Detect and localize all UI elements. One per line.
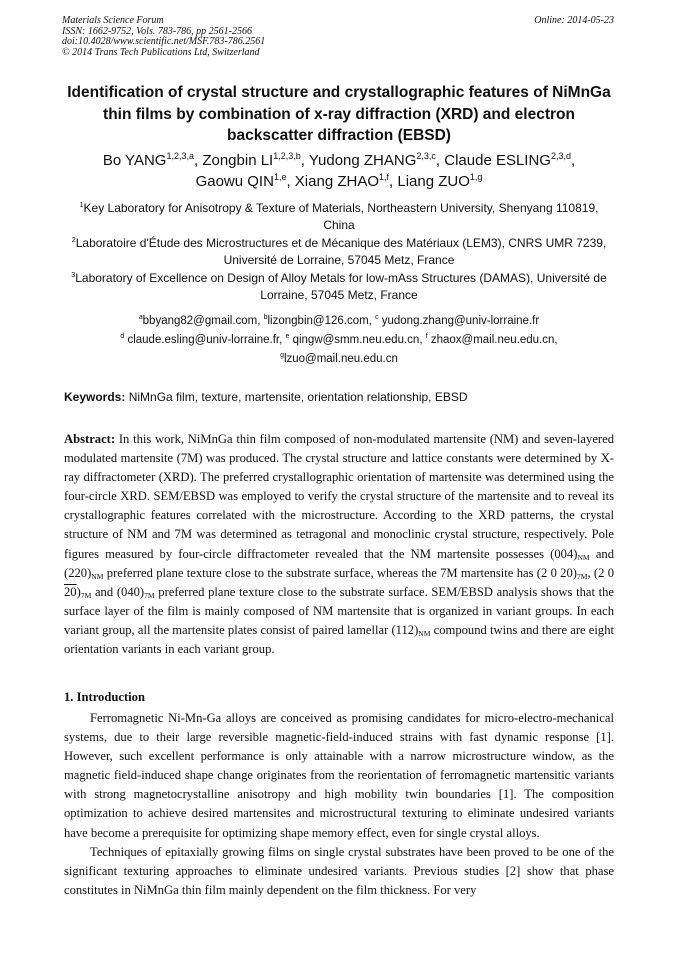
author-name: Liang ZUO — [397, 173, 470, 190]
paragraph: Techniques of epitaxially growing films on single crystal substrates have been proved to be one of the significant texturing approaches to eliminate undesired variants. Previous studies [2] show that phase constitutes in NiMnGa thin film mainly dependent on the film thickness. For very — [64, 844, 614, 897]
introduction-body — [64, 709, 614, 900]
doi: doi:10.4028/www.scientific.net/MSF.783-786.2561 — [62, 36, 266, 47]
affiliation — [64, 235, 614, 269]
author-name: Xiang ZHAO — [294, 173, 379, 190]
author-name: Bo YANG — [102, 152, 167, 169]
copyright: © 2014 Trans Tech Publications Ltd, Switzerland — [62, 46, 260, 58]
overlined-index: 20 — [64, 584, 77, 599]
email-list: $^a$bbyang82@gmail.com, $^b$lizongbin@126.com, $^c$ yudong.zhang@univ-lorraine.fr $^d$ claude.esling@univ-lorraine.fr, $^e$ qingw@smm.neu.edu.cn, $^f$ zhaox@mail.neu.edu.cn, $^g$lzuo@mail.neu.edu.cn — [120, 314, 558, 365]
affiliation-text: Laboratory of Excellence on Design of Alloy Metals for low-mAss Structures (DAMAS), Université de Lorraine, 57045 Metz, France — [75, 271, 607, 302]
author-name: Gaowu QIN — [195, 173, 274, 190]
author-affiliation-mark: 1,g — [469, 172, 483, 182]
affiliation — [64, 200, 614, 234]
author-affiliation-mark: 2,3,d — [550, 151, 572, 161]
author-name: Claude ESLING — [444, 152, 551, 169]
keywords-text: NiMnGa film, texture, martensite, orientation relationship, EBSD — [128, 390, 468, 404]
affiliation-number: 1 — [79, 200, 84, 209]
author-affiliation-mark: 1,f — [379, 172, 390, 182]
paragraph: Ferromagnetic Ni-Mn-Ga alloys are conceived as promising candidates for micro-electro-mechanical systems, due to their large reversible magnetic-field-induced strains with fast dynamic response [1]. However, such excellent performance is only attainable with a narrow microstructure window, as the magnetic field-induced shape change originates from the reorientation of ferromagnetic martensitic variants with strong magnetocrystalline anisotropy and high mobility twin boundaries [1]. The composition optimization to achieve desired martensites and microstructural texturing to eliminate undesired variants have become a prerequisite for optimizing shape memory effect, even for single crystal alloys. — [64, 711, 614, 840]
keywords-label: Keywords: — [64, 390, 126, 404]
author-name: Yudong ZHANG — [308, 152, 417, 169]
author-affiliation-mark: 1,e — [273, 172, 287, 182]
author-affiliation-mark: 1,2,3,b — [273, 151, 301, 161]
email-f[interactable]: zhaox@mail.neu.edu.cn, — [430, 334, 558, 346]
paper-title: Identification of crystal structure and crystallographic features of NiMnGa thin films by combination of x-ray diffraction (XRD) and electron backscatter diffraction (EBSD) — [67, 84, 611, 144]
email-c[interactable]: yudong.zhang@univ-lorraine.fr — [381, 315, 540, 327]
affiliation-text: Key Laboratory for Anisotropy & Texture of Materials, Northeastern University, Shenyang 110819, China — [83, 201, 599, 232]
email-e[interactable]: qingw@smm.neu.edu.cn, — [292, 334, 423, 346]
affiliation — [64, 270, 614, 304]
issn: ISSN: 1662-9752, Vols. 783-786, pp 2561-2566 — [62, 25, 252, 37]
email-b[interactable]: lizongbin@126.com, — [267, 315, 372, 327]
affiliation-number: 2 — [71, 235, 76, 244]
affiliation-number: 3 — [71, 270, 76, 279]
keywords — [64, 389, 614, 405]
abstract-label: Abstract: — [64, 432, 116, 446]
email-d[interactable]: claude.esling@univ-lorraine.fr, — [127, 334, 283, 346]
online-date: Online: 2014-05-23 — [534, 15, 614, 26]
author-list: Bo YANG$^{1,2,3,a}$, Zongbin LI$^{1,2,3,b}$, Yudong ZHANG$^{2,3,c}$, Claude ESLING$^{2,3,d}$, Gaowu QIN$^{1,e}$, Xiang ZHAO$^{1,f}$, Liang ZUO$^{1,g}$ — [102, 151, 576, 190]
journal-name: Materials Science Forum — [62, 15, 164, 26]
abstract: Abstract: In this work, NiMnGa thin film composed of non-modulated martensite (NM) and seven-layered modulated martensite (7M) was produced. The crystal structure and lattice constants were determined by X-ray diffractometer (XRD). The preferred crystallographic orientation of martensite was determined using the four-circle XRD. SEM/EBSD was employed to verify the crystal structure of the martensite and to reveal its crystallographic features correlated with the microstructure. According to the XRD patterns, the crystal structure of NM and 7M was determined as tetragonal and monoclinic crystal structure, respectively. Pole figures measured by four-circle diffractometer revealed that the NM martensite possesses $(004)_{NM}$ and $(220)_{NM}$ preferred plane texture close to the substrate surface, whereas the 7M martensite has (2 0 $20)_{7M}$, (2 0 $20)_{7M}$ and $(040)_{7M}$ preferred plane texture close to the substrate surface. SEM/EBSD analysis shows that the surface layer of the film is mainly composed of NM martensite that is organized in variant groups. In each variant group, all the martensite plates consist of paired lamellar $(112)_{NM}$ compound twins and there are eight orientation variants in each variant group. — [64, 432, 615, 657]
email-a[interactable]: bbyang82@gmail.com, — [142, 315, 261, 327]
email-g[interactable]: lzuo@mail.neu.edu.cn — [283, 353, 398, 365]
journal-header — [62, 16, 614, 58]
affiliations — [64, 200, 614, 305]
author-affiliation-mark: 1,2,3,a — [166, 151, 194, 161]
section-heading: 1. Introduction — [64, 690, 145, 704]
author-name: Zongbin LI — [202, 152, 274, 169]
author-affiliation-mark: 2,3,c — [416, 151, 436, 161]
affiliation-text: Laboratoire d'Étude des Microstructures et de Mécanique des Matériaux (LEM3), CNRS UMR 7239, Université de Lorraine, 57045 Metz, France — [75, 236, 607, 267]
